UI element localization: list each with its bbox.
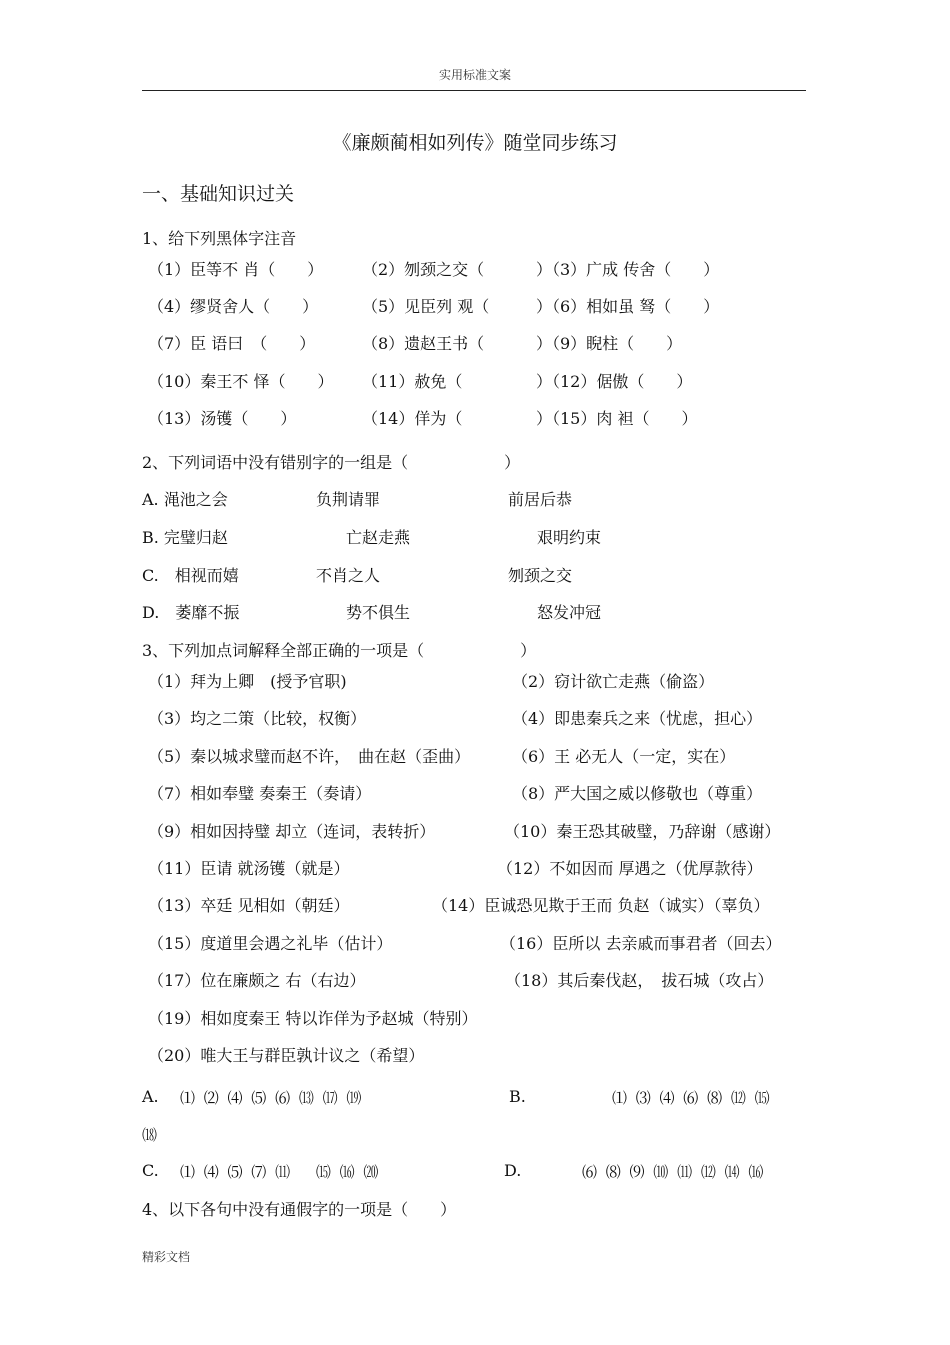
q1-prompt: 1、给下列黑体字注音 — [142, 229, 297, 248]
q3-answer-c-label: C. — [142, 1161, 159, 1180]
q1-item: （13）汤镬（ ） — [148, 409, 297, 428]
header-rule — [142, 90, 806, 91]
q2-option-a-word3: 前居后恭 — [508, 490, 573, 509]
q2-option-b-word3: 艰明约束 — [537, 528, 602, 547]
q3-answer-b-label: B. — [509, 1087, 526, 1106]
section-heading: 一、基础知识过关 — [142, 183, 295, 205]
q3-item: （10）秦王恐其破璧，乃辞谢（感谢） — [504, 822, 781, 841]
q1-item: （5）见臣列 观（ — [362, 297, 522, 316]
q3-item: （20）唯大王与群臣孰计议之（希望） — [148, 1046, 425, 1065]
q1-item: （14）佯为（ — [362, 409, 511, 428]
q2-option-b: B. 完璧归赵 — [142, 528, 228, 547]
q1-item: （10）秦王不 怿（ ） — [148, 372, 334, 391]
q3-item: （7）相如奉璧 奏秦王（奏请） — [148, 784, 372, 803]
q3-item: （5）秦以城求璧而赵不许， 曲在赵（歪曲） — [148, 747, 471, 766]
q3-item: （1）拜为上卿 (授予官职) — [148, 672, 347, 691]
q3-item: （2）窃计欲亡走燕（偷盗） — [512, 672, 715, 691]
q3-item: （13）卒廷 见相如（朝廷） — [148, 896, 350, 915]
q2-option-c-word2: 不肖之人 — [316, 566, 381, 585]
q3-item: （15）度道里会遇之礼毕（估计） — [148, 934, 393, 953]
q2-option-b-word2: 亡赵走燕 — [346, 528, 411, 547]
q3-item: （16）臣所以 去亲戚而事君者（回去） — [500, 934, 782, 953]
q1-item: （11）赦免（ — [362, 372, 511, 391]
q3-item: （14）臣诚恐见欺于王而 负赵（诚实）（辜负） — [432, 896, 770, 915]
q2-option-c: C. 相视而嬉 — [142, 566, 239, 585]
q2-option-a: A. 渑池之会 — [142, 490, 228, 509]
q2-option-a-word2: 负荆请罪 — [316, 490, 381, 509]
q3-answer-c: ⑴ ⑷ ⑸ ⑺ ⑾ ⒂ ⒃ ⒇ — [180, 1163, 381, 1181]
q2-prompt: 2、下列词语中没有错别字的一组是（ ） — [142, 453, 521, 472]
q1-item: ）（12）倨傲（ ） — [536, 372, 693, 391]
q3-item: （4）即患秦兵之来（忧虑，担心） — [512, 709, 763, 728]
q2-option-d-word3: 怒发冲冠 — [537, 603, 602, 622]
q3-answer-a: ⑴ ⑵ ⑷ ⑸ ⑹ ⒀ ⒄ ⒆ — [180, 1089, 364, 1107]
q3-answer-b-continued: ⒅ — [142, 1126, 160, 1144]
q1-item: （1）臣等不 肖（ ） — [148, 260, 324, 279]
q3-item: （17）位在廉颇之 右（右边） — [148, 971, 366, 990]
q3-answer-d-label: D. — [504, 1161, 522, 1180]
q1-item: （8）遗赵王书（ — [362, 334, 517, 353]
q3-answer-b: ⑴ ⑶ ⑷ ⑹ ⑻ ⑿ ⒂ — [612, 1089, 772, 1107]
q3-answer-d: ⑹ ⑻ ⑼ ⑽ ⑾ ⑿ ⒁ ⒃ — [582, 1163, 766, 1181]
q1-item: ）（6）相如虽 驽（ ） — [536, 297, 720, 316]
q1-item: （2）刎颈之交（ — [362, 260, 517, 279]
q1-item: ）（9）睨柱（ ） — [536, 334, 683, 353]
q3-item: （12）不如因而 厚遇之（优厚款待） — [497, 859, 763, 878]
q1-item: ）（3）广成 传舍（ ） — [536, 260, 720, 279]
q3-item: （3）均之二策（比较，权衡） — [148, 709, 367, 728]
q3-item: （18）其后秦伐赵， 拔石城（攻占） — [505, 971, 774, 990]
q3-item: （6）王 必无人（一定，实在） — [512, 747, 736, 766]
q3-item: （8）严大国之威以修敬也（尊重） — [512, 784, 763, 803]
q3-item: （9）相如因持璧 却立（连词，表转折） — [148, 822, 436, 841]
q3-item: （11）臣请 就汤镬（就是） — [148, 859, 350, 878]
document-title: 《廉颇蔺相如列传》随堂同步练习 — [332, 132, 618, 154]
q1-item: （7）臣 语曰 （ ） — [148, 334, 316, 353]
q2-option-c-word3: 刎颈之交 — [508, 566, 573, 585]
q1-item: ）（15）肉 袒（ ） — [536, 409, 698, 428]
q3-prompt: 3、下列加点词解释全部正确的一项是（ ） — [142, 641, 537, 660]
page-header: 实用标准文案 — [438, 68, 511, 82]
q1-item: （4）缪贤舍人（ ） — [148, 297, 319, 316]
page-footer: 精彩文档 — [142, 1250, 191, 1264]
q4-prompt: 4、以下各句中没有通假字的一项是（ ） — [142, 1200, 457, 1219]
q2-option-d-word2: 势不俱生 — [346, 603, 411, 622]
q3-answer-a-label: A. — [142, 1087, 159, 1106]
q3-item: （19）相如度秦王 特以诈佯为予赵城（特别） — [148, 1009, 478, 1028]
q2-option-d: D. 萎靡不振 — [142, 603, 240, 622]
